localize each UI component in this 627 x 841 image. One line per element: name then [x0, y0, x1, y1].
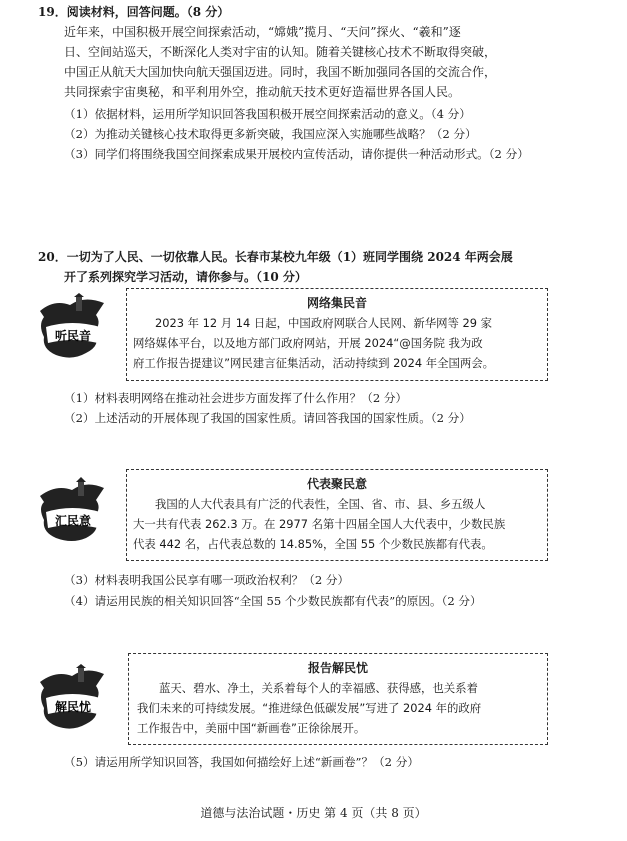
q19-material-line: 近年来，中国积极开展空间探索活动，“嫦娥”揽月、“天问”探火、“羲和”逐	[64, 25, 461, 39]
q19-material-line: 日、空间站巡天，不断深化人类对宇宙的认知。随着关键核心技术不断取得突破，	[64, 45, 497, 59]
q19-question-3: （3）同学们将围绕我国空间探索成果开展校内宣传活动，请你提供一种活动形式。（2 分）	[64, 147, 529, 161]
q19-title: 19．阅读材料，回答问题。（8 分）	[38, 5, 230, 19]
badge-listen	[36, 293, 110, 363]
box-line: 网络媒体平台，以及地方部门政府网站，开展 2024“@国务院 我为政	[133, 336, 483, 350]
q20-question-3: （3）材料表明我国公民享有哪一项政治权利？（2 分）	[64, 573, 350, 587]
q20-question-1: （1）材料表明网络在推动社会进步方面发挥了什么作用？（2 分）	[64, 391, 408, 405]
badge-label: 汇民意	[54, 514, 91, 528]
q20-question-5: （5）请运用所学知识回答，我国如何描绘好上述“新画卷”？（2 分）	[64, 755, 419, 769]
box-line: 府工作报告提建议”网民建言征集活动，活动持续到 2024 年全国两会。	[133, 356, 495, 370]
material-box-report	[128, 653, 548, 745]
page-footer: 道德与法治试题・历史 第 4 页（共 8 页）	[200, 806, 427, 820]
q20-question-4: （4）请运用民族的相关知识回答“全国 55 个少数民族都有代表”的原因。（2 分）	[64, 594, 482, 608]
box-line: 蓝天、碧水、净土，关系着每个人的幸福感、获得感，也关系着	[159, 681, 478, 695]
box-line: 工作报告中，美丽中国“新画卷”正徐徐展开。	[137, 721, 366, 735]
box-line: 代表 442 名，占代表总数的 14.85%，全国 55 个少数民族都有代表。	[133, 537, 493, 551]
material-box-deputies	[126, 469, 548, 561]
box-line: 我们未来的可持续发展。“推进绿色低碳发展”写进了 2024 年的政府	[137, 701, 482, 715]
box-title: 代表聚民意	[306, 477, 367, 491]
q20-question-2: （2）上述活动的开展体现了我国的国家性质。请回答我国的国家性质。（2 分）	[64, 411, 471, 425]
q19-question-2: （2）为推动关键核心技术取得更多新突破，我国应深入实施哪些战略？（2 分）	[64, 127, 477, 141]
badge-label: 解民忧	[54, 700, 91, 714]
q19-material-line: 共同探索宇宙奥秘，和平利用外空，推动航天技术更好造福世界各国人民。	[64, 85, 461, 99]
box-title: 网络集民音	[306, 296, 367, 310]
q20-intro: 20．一切为了人民、一切依靠人民。长春市某校九年级（1）班同学围绕 2024 年两会展	[38, 250, 513, 264]
box-line: 大一共有代表 262.3 万。在 2977 名第十四届全国人大代表中，少数民族	[133, 517, 506, 531]
badge-solve	[36, 664, 110, 734]
box-line: 我国的人大代表具有广泛的代表性，全国、省、市、县、乡五级人	[155, 497, 486, 511]
q20-intro-cont: 开了系列探究学习活动，请你参与。（10 分）	[64, 270, 307, 284]
box-title: 报告解民忧	[307, 661, 368, 675]
q19-material-line: 中国正从航天大国加快向航天强国迈进。同时，我国不断加强同各国的交流合作，	[64, 65, 497, 79]
material-box-network	[126, 288, 548, 381]
box-line: 2023 年 12 月 14 日起，中国政府网联合人民网、新华网等 29 家	[155, 316, 493, 330]
badge-banner-icon	[36, 476, 110, 546]
badge-label: 听民音	[54, 329, 91, 343]
q19-question-1: （1）依据材料，运用所学知识回答我国积极开展空间探索活动的意义。（4 分）	[64, 107, 471, 121]
badge-gather	[36, 476, 110, 546]
